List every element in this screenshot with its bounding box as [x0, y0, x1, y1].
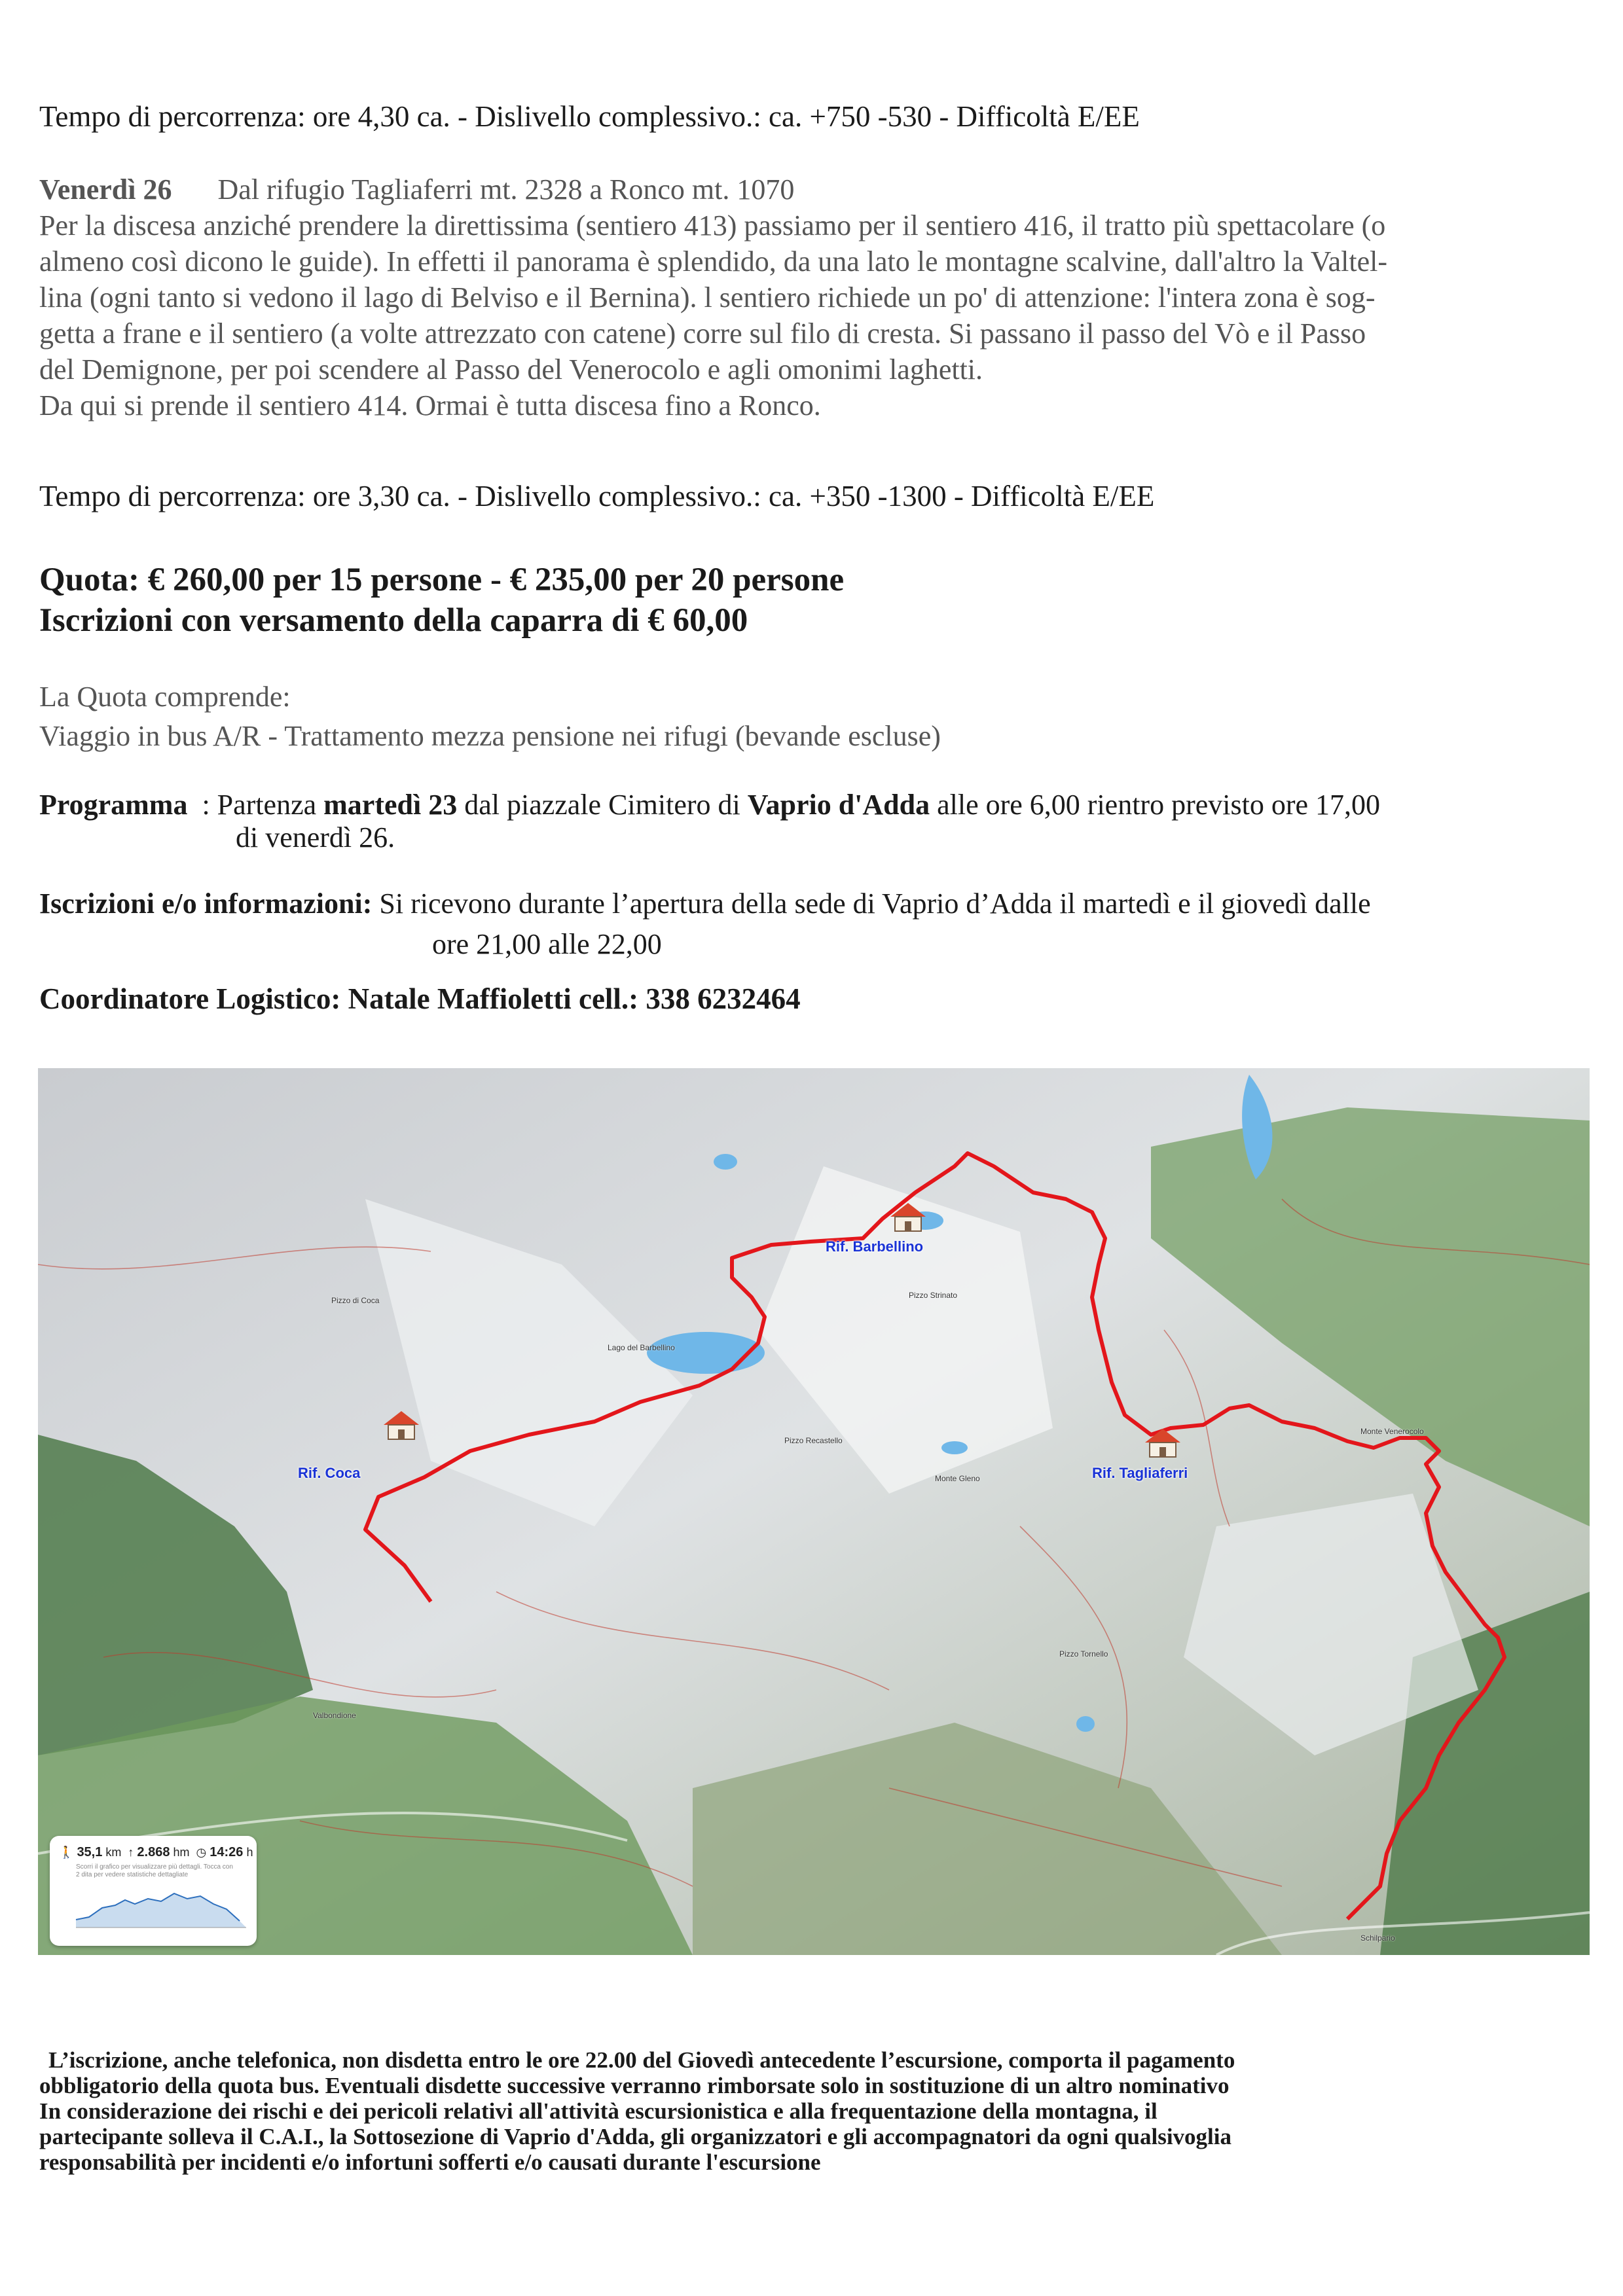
programma-label: Programma — [39, 789, 188, 821]
iscrizioni-label: Iscrizioni e/o informazioni: — [39, 888, 373, 920]
venerdi-text-line: del Demignone, per poi scendere al Passo del Venerocolo e agli omonimi laghetti. — [39, 353, 983, 386]
stat-distance: 35,1 — [77, 1845, 103, 1859]
ascent-icon: ↑ — [128, 1846, 134, 1859]
label-rif-coca: Rif. Coca — [298, 1465, 361, 1481]
peak-label: Pizzo di Coca — [331, 1296, 380, 1305]
peak-label: Monte Gleno — [935, 1474, 980, 1483]
quota-caparra: Iscrizioni con versamento della caparra di € 60,00 — [39, 602, 748, 639]
stat-time: 14:26 — [210, 1845, 244, 1859]
peak-label: Valbondione — [313, 1711, 356, 1720]
stat-ascent: 2.868 — [137, 1845, 170, 1859]
programma-cont: di venerdì 26. — [236, 821, 395, 853]
programma-sep: : Partenza — [187, 789, 324, 821]
footer-line: responsabilità per incidenti e/o infortuni sofferti e/o causati durante l'escursione — [39, 2149, 821, 2175]
peak-label: Pizzo Recastello — [784, 1436, 843, 1445]
iscrizioni-text: Si ricevono durante l’apertura della sede di Vaprio d’Adda il martedì e il giovedì dalle — [372, 888, 1371, 920]
peak-label: Monte Venerocolo — [1360, 1427, 1424, 1436]
label-rif-tagliaferri: Rif. Tagliaferri — [1092, 1465, 1188, 1481]
map-terrain — [38, 1068, 1590, 1955]
footer-line: In considerazione dei rischi e dei pericoli relativi all'attività escursionistica e alla frequentazione della montagna, il — [39, 2098, 1158, 2124]
venerdi-text-line: getta a frane e il sentiero (a volte attrezzato con catene) corre sul filo di cresta. Si passano il passo del Vò e il Passo — [39, 317, 1366, 350]
venerdi-text-line: Da qui si prende il sentiero 414. Ormai è tutta discesa fino a Ronco. — [39, 389, 821, 422]
stats-hint: Scorri il grafico per visualizzare più dettagli. Tocca con 2 dita per vedere statistiche dettagliate — [76, 1863, 233, 1878]
footer-notice — [39, 2047, 1235, 2175]
quota-price: Quota: € 260,00 per 15 persone - € 235,00 per 20 persone — [39, 562, 845, 598]
clock-icon: ◷ — [196, 1846, 207, 1859]
stat-distance-unit: km — [105, 1846, 122, 1859]
comprende-text: Viaggio in bus A/R - Trattamento mezza pensione nei rifugi (bevande escluse) — [39, 720, 941, 752]
venerdi-route: Dal rifugio Tagliaferri mt. 2328 a Ronco mt. 1070 — [217, 173, 795, 206]
iscrizioni-block — [39, 884, 1371, 960]
peak-label: Schilpario — [1360, 1933, 1395, 1943]
venerdi-text-line: almeno così dicono le guide). In effetti il panorama è splendido, da una lato le montagne scalvine, dall'altro la Valtel- — [39, 245, 1387, 278]
tempo-percorrenza-1: Tempo di percorrenza: ore 4,30 ca. - Dislivello complessivo.: ca. +750 -530 - Difficoltà E/EE — [39, 100, 1140, 133]
programma-mid: dal piazzale Cimitero di — [457, 789, 748, 821]
track-stats-card[interactable] — [50, 1836, 257, 1946]
programma-block — [39, 789, 1381, 853]
quota-block — [39, 560, 844, 641]
venerdi-text-line: lina (ogni tanto si vedono il lago di Belviso e il Bernina). l sentiero richiede un po' di attenzione: l'intera zona è sog- — [39, 281, 1376, 314]
footer-line: obbligatorio della quota bus. Eventuali disdette successive verranno rimborsate solo in sostituzione di un altro nominativo — [39, 2073, 1230, 2098]
venerdi-heading — [39, 171, 1591, 207]
peak-label: Lago del Barbellino — [608, 1343, 675, 1352]
label-rif-barbellino: Rif. Barbellino — [826, 1238, 924, 1255]
elevation-profile — [50, 1836, 257, 1946]
programma-place: Vaprio d'Adda — [747, 789, 930, 821]
peak-label: Pizzo Strinato — [909, 1291, 958, 1300]
stat-ascent-unit: hm — [173, 1846, 190, 1859]
venerdi-section — [39, 171, 1591, 423]
comprende-title: La Quota comprende: — [39, 681, 291, 713]
quota-comprende — [39, 677, 941, 756]
stat-time-unit: h — [246, 1846, 253, 1859]
venerdi-text-line: Per la discesa anziché prendere la direttissima (sentiero 413) passiamo per il sentiero 416, il tratto più spettacolare (o — [39, 209, 1386, 242]
footer-line: partecipante solleva il C.A.I., la Sottosezione di Vaprio d'Adda, gli organizzatori e gli accompagnatori da ogni qualsivoglia — [39, 2124, 1232, 2149]
peak-label: Pizzo Tornello — [1059, 1649, 1108, 1659]
venerdi-day: Venerdì 26 — [39, 173, 172, 206]
route-map — [38, 1068, 1590, 1955]
footer-line: L’iscrizione, anche telefonica, non disdetta entro le ore 22.00 del Giovedì antecedente l’escursione, comporta il pagamento — [48, 2047, 1235, 2073]
tempo-percorrenza-2: Tempo di percorrenza: ore 3,30 ca. - Dislivello complessivo.: ca. +350 -1300 - Difficoltà E/EE — [39, 480, 1155, 512]
programma-end: alle ore 6,00 rientro previsto ore 17,00 — [930, 789, 1381, 821]
hiker-icon: 🚶 — [59, 1846, 74, 1859]
iscrizioni-cont: ore 21,00 alle 22,00 — [432, 928, 662, 960]
coordinatore: Coordinatore Logistico: Natale Maffioletti cell.: 338 6232464 — [39, 982, 801, 1015]
programma-day: martedì 23 — [323, 789, 458, 821]
